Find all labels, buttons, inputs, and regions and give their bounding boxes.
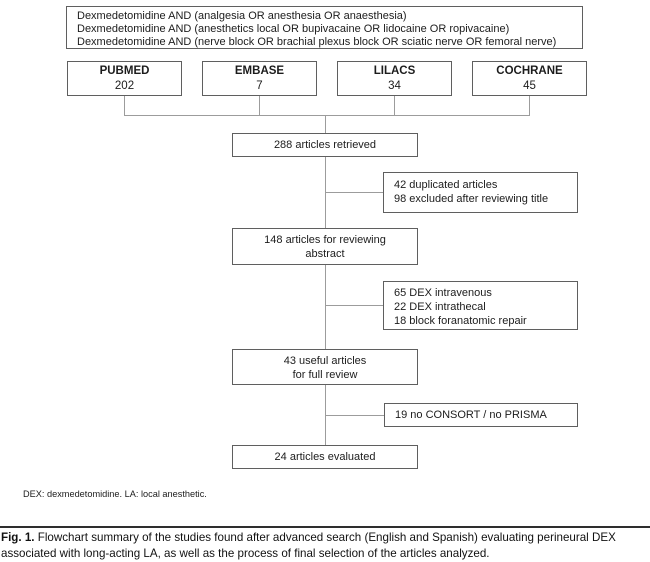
- connector-stem-lilacs: [394, 96, 395, 115]
- caption-divider-rule: [0, 526, 650, 528]
- flow-box-line: abstract: [305, 248, 345, 260]
- exclusion-line: 65 DEX intravenous: [394, 287, 492, 299]
- connector-vertical-1: [325, 115, 326, 133]
- connector-branch-3: [325, 415, 384, 416]
- figure-caption-text: Flowchart summary of the studies found after advanced search (English and Spanish) evaluating perineural DEX associated with long-acting LA, as well as the process of final selection of the articles analyzed.: [1, 531, 616, 560]
- database-count: 7: [256, 80, 263, 92]
- flow-box-evaluated: 24 articles evaluated: [232, 445, 418, 469]
- exclusion-box-title-review: [383, 172, 578, 213]
- search-query-line-2: Dexmedetomidine AND (anesthetics local OR bupivacaine OR lidocaine OR ropivacaine): [77, 23, 510, 35]
- connector-collector-line: [124, 115, 530, 116]
- connector-vertical-3: [325, 265, 326, 349]
- database-count: 34: [388, 80, 401, 92]
- connector-stem-cochrane: [529, 96, 530, 115]
- search-query-box: [66, 6, 583, 49]
- abbreviations-footnote: DEX: dexmedetomidine. LA: local anesthetic.: [23, 489, 207, 499]
- database-box-pubmed: [67, 61, 182, 96]
- flow-box-abstract-review: [232, 228, 418, 265]
- exclusion-line: 22 DEX intrathecal: [394, 301, 486, 313]
- connector-branch-2: [325, 305, 383, 306]
- database-count: 202: [114, 80, 135, 92]
- flow-box-line: 148 articles for reviewing: [264, 234, 386, 246]
- database-box-lilacs: [337, 61, 452, 96]
- exclusion-box-abstract-review: [383, 281, 578, 330]
- figure-caption: [1, 530, 649, 561]
- exclusion-line: 98 excluded after reviewing title: [394, 193, 549, 205]
- database-name: PUBMED: [99, 65, 150, 77]
- database-box-cochrane: [472, 61, 587, 96]
- search-query-line-1: Dexmedetomidine AND (analgesia OR anesthesia OR anaesthesia): [77, 10, 407, 22]
- figure-caption-label: Fig. 1.: [1, 531, 35, 544]
- database-count: 45: [523, 80, 536, 92]
- exclusion-line: 18 block foranatomic repair: [394, 315, 527, 327]
- connector-stem-embase: [259, 96, 260, 115]
- exclusion-box-no-consort-prisma: [384, 403, 578, 427]
- exclusion-line: 42 duplicated articles: [394, 179, 498, 191]
- flow-box-line: for full review: [292, 369, 358, 381]
- flow-box-line: 43 useful articles: [283, 355, 367, 367]
- connector-stem-pubmed: [124, 96, 125, 115]
- database-name: LILACS: [373, 65, 416, 77]
- database-name: COCHRANE: [496, 65, 563, 77]
- search-query-line-3: Dexmedetomidine AND (nerve block OR brachial plexus block OR sciatic nerve OR femoral nerve): [77, 36, 557, 48]
- database-name: EMBASE: [234, 65, 285, 77]
- exclusion-line: 19 no CONSORT / no PRISMA: [395, 409, 547, 421]
- database-box-embase: [202, 61, 317, 96]
- flow-box-retrieved: 288 articles retrieved: [232, 133, 418, 157]
- connector-branch-1: [325, 192, 383, 193]
- flow-box-full-review: [232, 349, 418, 385]
